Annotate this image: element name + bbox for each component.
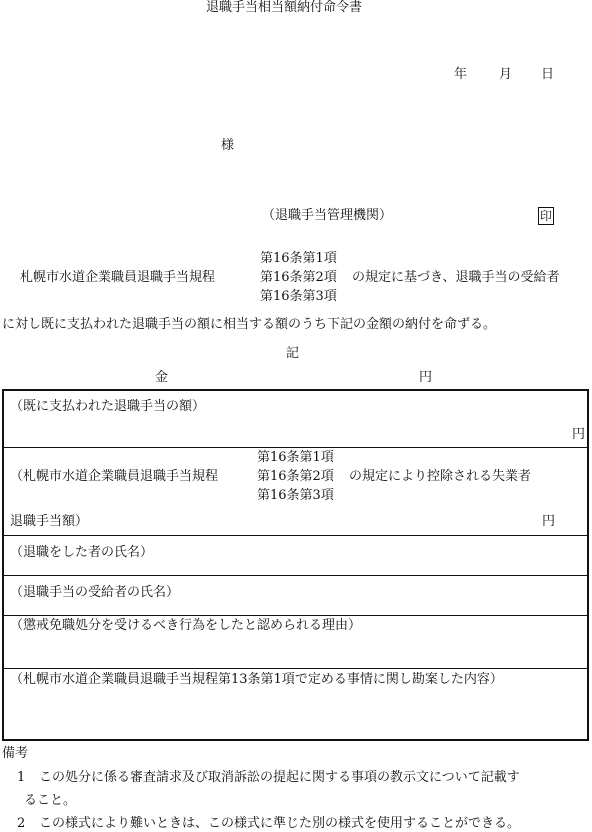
date-day: 日 xyxy=(541,67,555,82)
date-year: 年 xyxy=(454,67,468,82)
paid-amount-label: （既に支払われた退職手当の額） xyxy=(10,399,206,414)
ki-heading: 記 xyxy=(286,346,300,361)
table-row-considerations xyxy=(4,668,587,739)
amount-label: 金 xyxy=(155,370,169,385)
table-row-paid-amount xyxy=(4,391,587,448)
addressee-suffix: 様 xyxy=(221,138,235,153)
paid-amount-unit: 円 xyxy=(572,427,586,442)
remark-1-number: 1 xyxy=(17,770,26,785)
considerations-label: （札幌市水道企業職員退職手当規程第13条第1項で定める事情に関し勘案した内容） xyxy=(10,672,503,687)
table-row-retiree-name xyxy=(4,535,587,576)
table-row-deduction xyxy=(4,447,587,536)
intro-clause-3: 第16条第3項 xyxy=(260,289,337,304)
intro-continuation: の規定に基づき、退職手当の受給者 xyxy=(352,270,560,285)
document-title: 退職手当相当額納付命令書 xyxy=(206,0,363,15)
deduction-unit: 円 xyxy=(542,514,556,529)
issuer-label: （退職手当管理機関） xyxy=(262,208,393,223)
amount-unit: 円 xyxy=(419,370,433,385)
intro-line-2: に対し既に支払われた退職手当の額に相当する額のうち下記の金額の納付を命ずる。 xyxy=(2,317,497,332)
deduction-clause-2: 第16条第2項 xyxy=(257,469,334,484)
date-month: 月 xyxy=(499,67,513,82)
table-row-reason xyxy=(4,615,587,669)
deduction-clause-1: 第16条第1項 xyxy=(257,450,334,465)
remark-2-line-1: この様式により難いときは、この様式に準じた別の様式を使用することができる。 xyxy=(39,816,521,831)
retiree-name-label: （退職をした者の氏名） xyxy=(10,545,154,560)
intro-clause-2: 第16条第2項 xyxy=(260,270,337,285)
remark-1-line-2: ること。 xyxy=(24,793,77,808)
remark-1-line-1: この処分に係る審査請求及び取消訴訟の提起に関する事項の教示文について記載す xyxy=(39,770,520,785)
remarks-heading: 備考 xyxy=(2,746,29,761)
deduction-clause-3: 第16条第3項 xyxy=(257,488,334,503)
remark-2-number: 2 xyxy=(17,816,26,831)
seal-mark: 印 xyxy=(539,209,552,223)
table-row-recipient-name xyxy=(4,575,587,616)
deduction-suffix: の規定により控除される失業者 xyxy=(349,469,532,484)
intro-regulation: 札幌市水道企業職員退職手当規程 xyxy=(20,270,216,285)
recipient-name-label: （退職手当の受給者の氏名） xyxy=(10,585,180,600)
deduction-prefix: （札幌市水道企業職員退職手当規程 xyxy=(10,469,219,484)
detail-table xyxy=(2,389,589,741)
reason-label: （懲戒免職処分を受けるべき行為をしたと認められる理由） xyxy=(10,618,362,633)
intro-clause-1: 第16条第1項 xyxy=(260,251,337,266)
deduction-line-2: 退職手当額） xyxy=(10,514,89,529)
